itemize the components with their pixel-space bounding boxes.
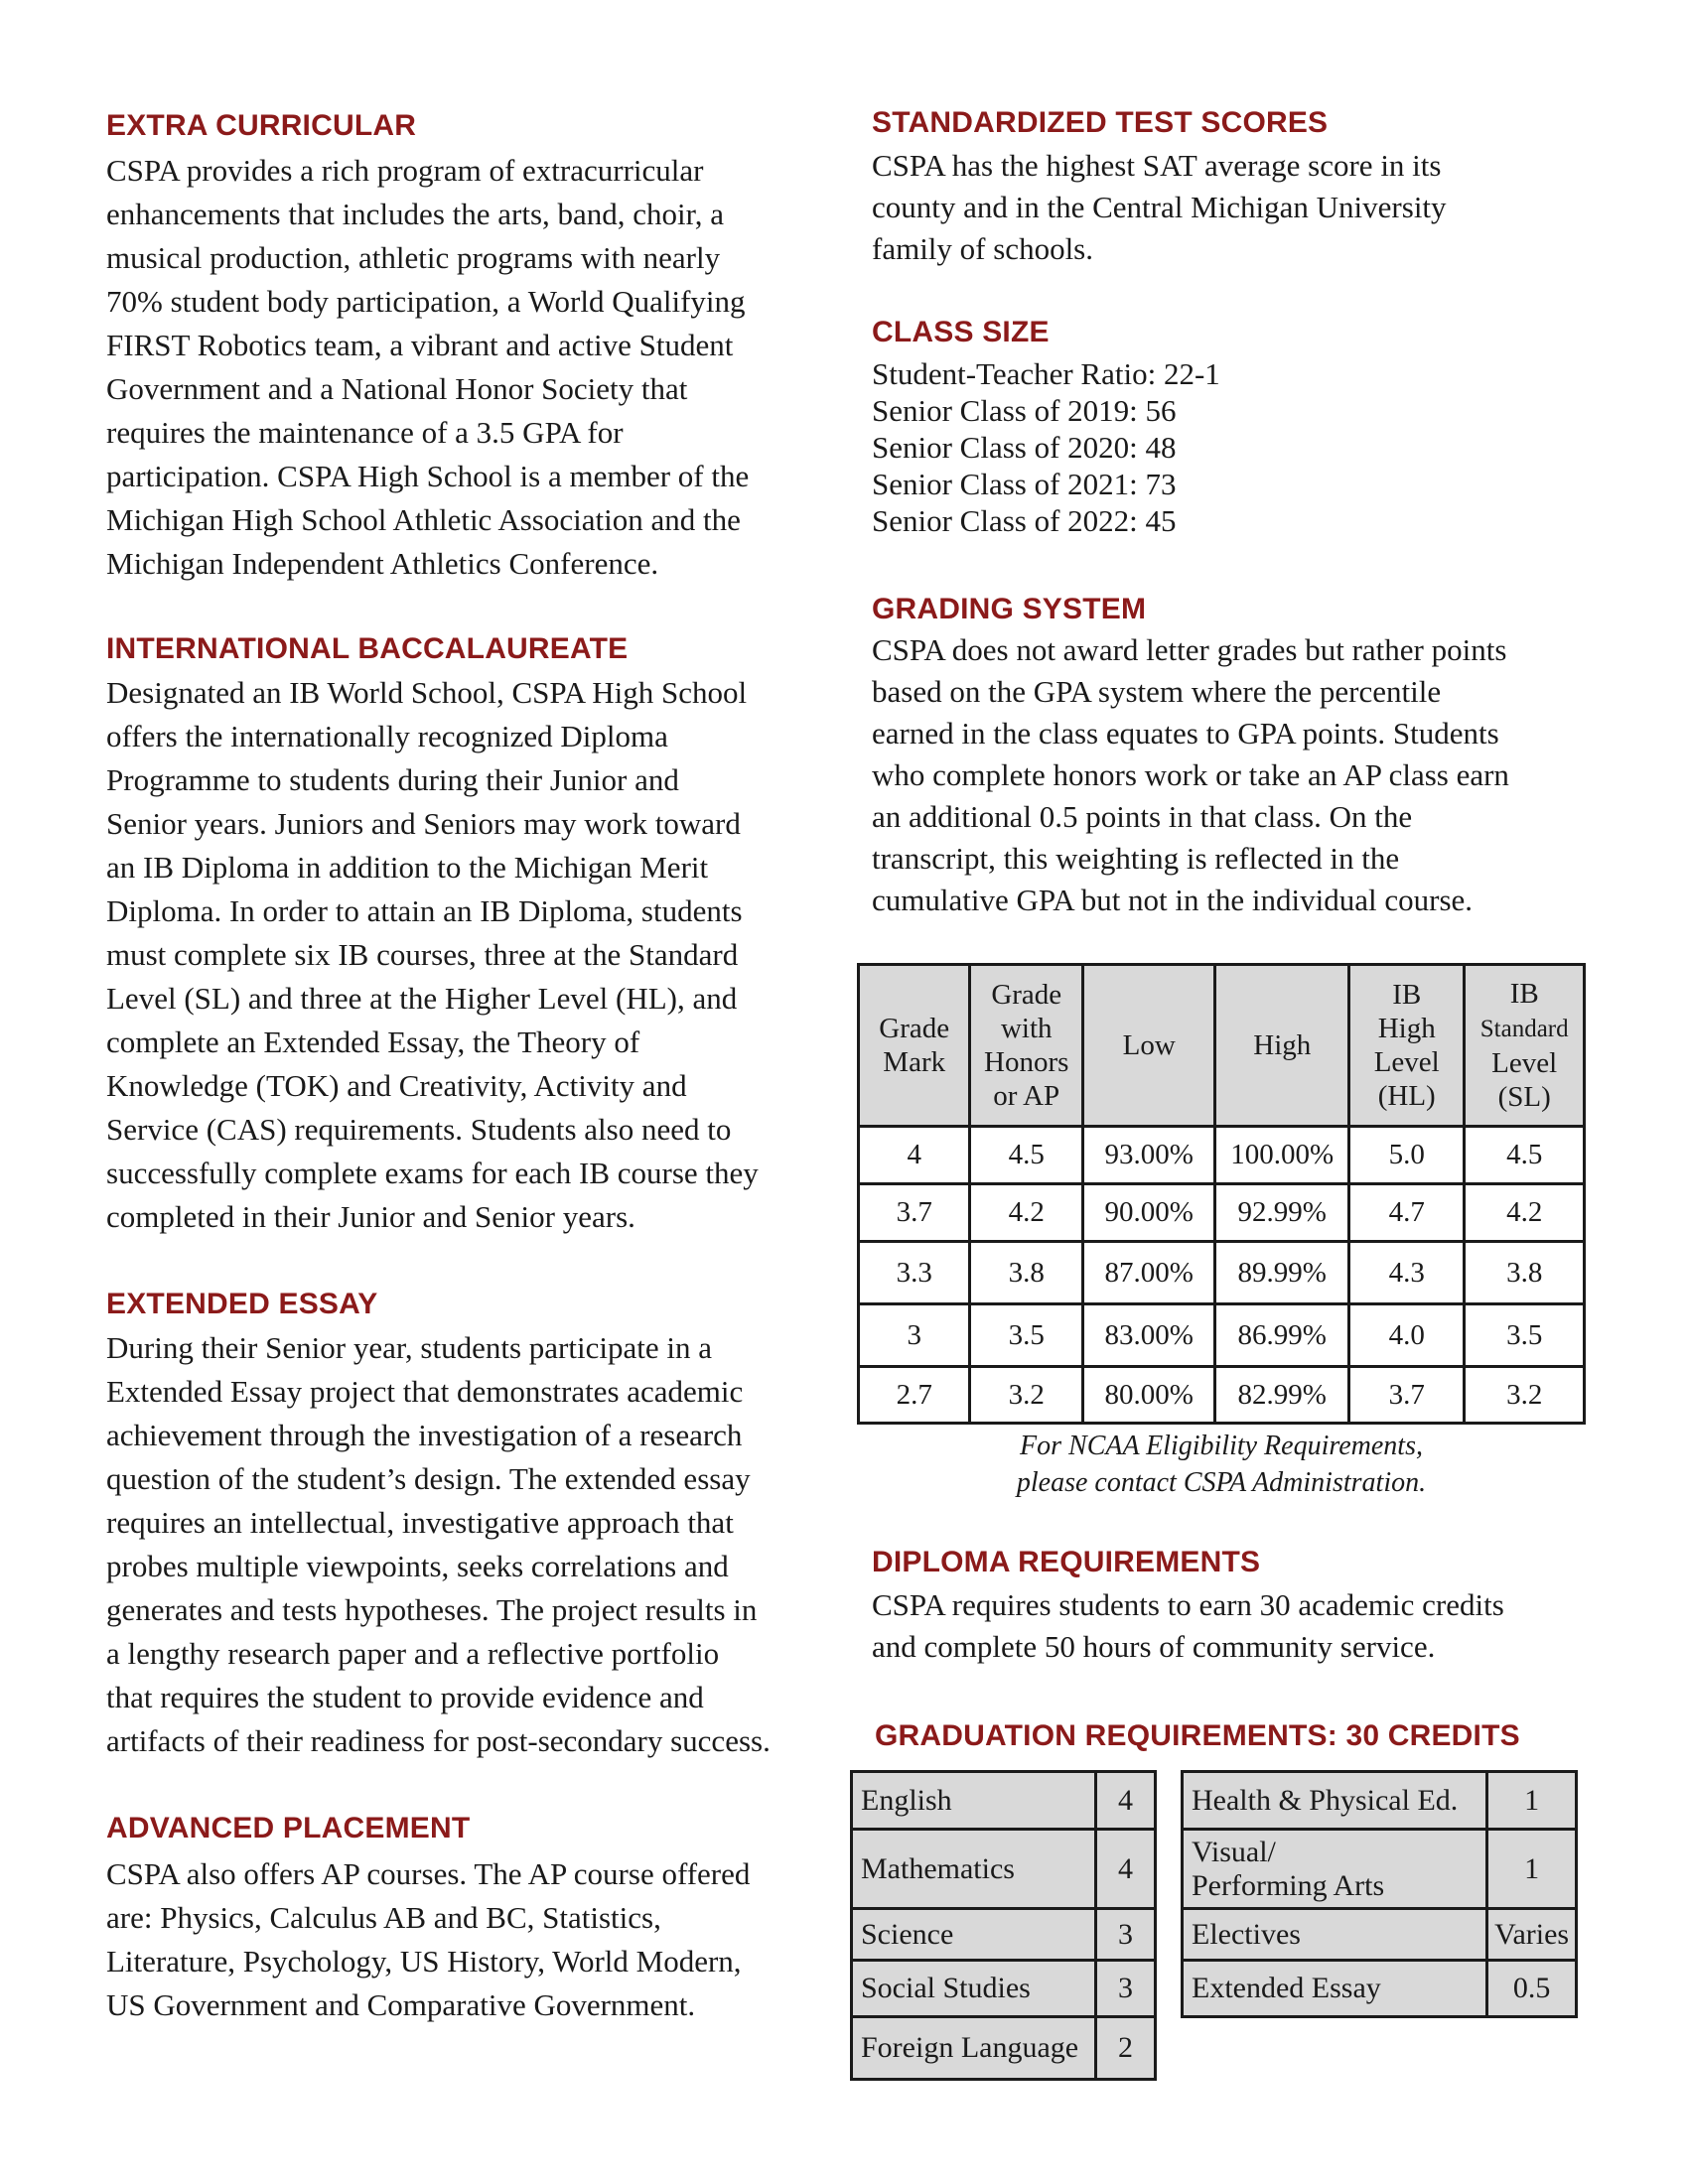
credit-row: [1183, 1961, 1577, 2017]
credit-subject: Mathematics: [852, 1830, 1096, 1909]
text-line: Programme to students during their Junior and: [106, 762, 679, 797]
header-line: Level: [1373, 1046, 1440, 1078]
table-cell: 4.2: [1465, 1184, 1585, 1242]
credit-subject: Social Studies: [852, 1961, 1096, 2017]
credit-value: 1: [1487, 1830, 1577, 1909]
text-line: and complete 50 hours of community service.: [872, 1629, 1436, 1664]
credit-row: [852, 2017, 1156, 2080]
credit-value: Varies: [1487, 1909, 1577, 1961]
table-cell: 87.00%: [1083, 1242, 1215, 1304]
table-cell: 89.99%: [1215, 1242, 1349, 1304]
table-cell: 83.00%: [1083, 1304, 1215, 1367]
header-line: Mark: [883, 1046, 946, 1078]
text-line: county and in the Central Michigan University: [872, 190, 1447, 224]
header-grade-mark: [859, 965, 970, 1127]
table-cell: 5.0: [1349, 1127, 1465, 1184]
header-line: Grade: [879, 1013, 950, 1044]
header-line: IB: [1509, 978, 1539, 1010]
header-line: or AP: [993, 1080, 1060, 1112]
table-cell: 86.99%: [1215, 1304, 1349, 1367]
credit-row: [1183, 1909, 1577, 1961]
essay-heading: EXTENDED ESSAY: [106, 1288, 378, 1320]
table-cell: 3.2: [970, 1367, 1083, 1424]
text-line: transcript, this weighting is reflected in the: [872, 841, 1400, 876]
credit-subject: English: [852, 1772, 1096, 1830]
graduation-credits-table-other: [1181, 1770, 1578, 2018]
text-line: generates and tests hypotheses. The project results in: [106, 1592, 758, 1627]
text-line: cumulative GPA but not in the individual course.: [872, 883, 1474, 917]
text-line: Level (SL) and three at the Higher Level (HL), and: [106, 981, 738, 1016]
grading-table: [857, 963, 1586, 1425]
table-cell: 4.5: [970, 1127, 1083, 1184]
table-cell: 3.7: [859, 1184, 970, 1242]
text-line: CSPA also offers AP courses. The AP course offered: [106, 1856, 751, 1891]
text-line: that requires the student to provide evidence and: [106, 1680, 704, 1714]
table-row: [859, 1242, 1585, 1304]
text-line: must complete six IB courses, three at the Standard: [106, 937, 739, 972]
subject-line: Visual/: [1192, 1835, 1276, 1868]
text-line: 70% student body participation, a World Qualifying: [106, 284, 746, 319]
credit-subject: Health & Physical Ed.: [1183, 1772, 1487, 1830]
table-cell: 4.2: [970, 1184, 1083, 1242]
table-cell: 3.5: [970, 1304, 1083, 1367]
header-line: (HL): [1377, 1080, 1436, 1112]
credit-row: [852, 1830, 1156, 1909]
credit-subject: [1183, 1830, 1487, 1909]
subject-line: Performing Arts: [1192, 1868, 1385, 1902]
text-line: Diploma. In order to attain an IB Diploma, students: [106, 893, 743, 928]
credit-row: [852, 1909, 1156, 1961]
table-cell: 3.5: [1465, 1304, 1585, 1367]
text-line: US Government and Comparative Government.: [106, 1987, 696, 2022]
text-line: family of schools.: [872, 231, 1093, 266]
text-line: Government and a National Honor Society that: [106, 371, 688, 406]
text-line: Knowledge (TOK) and Creativity, Activity and: [106, 1068, 687, 1103]
header-line: Grade: [991, 979, 1062, 1011]
credit-value: 3: [1096, 1961, 1156, 2017]
header-line: IB: [1392, 979, 1422, 1011]
ap-text: [106, 1852, 750, 2027]
class-size-heading: CLASS SIZE: [872, 316, 1050, 348]
credit-row: [852, 1772, 1156, 1830]
text-line: complete an Extended Essay, the Theory of: [106, 1024, 640, 1059]
text-line: enhancements that includes the arts, band, choir, a: [106, 197, 724, 231]
note-line: please contact CSPA Administration.: [1016, 1467, 1427, 1498]
text-line: requires the maintenance of a 3.5 GPA for: [106, 415, 624, 450]
credit-subject: Foreign Language: [852, 2017, 1096, 2080]
table-header-row: [859, 965, 1585, 1127]
grading-heading: GRADING SYSTEM: [872, 593, 1147, 625]
header-line: Low: [1122, 1029, 1176, 1061]
table-cell: 90.00%: [1083, 1184, 1215, 1242]
text-line: question of the student’s design. The extended essay: [106, 1461, 751, 1496]
text-line: successfully complete exams for each IB course they: [106, 1156, 759, 1190]
text-line: CSPA has the highest SAT average score in its: [872, 148, 1442, 183]
text-line: Designated an IB World School, CSPA High School: [106, 675, 748, 710]
header-ib-sl: [1465, 965, 1585, 1127]
text-line: earned in the class equates to GPA points. Students: [872, 716, 1499, 751]
essay-text: [106, 1326, 771, 1763]
credit-value: 2: [1096, 2017, 1156, 2080]
header-honors: [970, 965, 1083, 1127]
table-cell: 93.00%: [1083, 1127, 1215, 1184]
credit-row: [1183, 1830, 1577, 1909]
header-line: with: [1000, 1013, 1053, 1044]
credit-subject: Science: [852, 1909, 1096, 1961]
text-line: During their Senior year, students participate in a: [106, 1330, 712, 1365]
text-line: CSPA does not award letter grades but rather points: [872, 632, 1507, 667]
text-line: Senior Class of 2019: 56: [872, 393, 1177, 428]
credit-value: 1: [1487, 1772, 1577, 1830]
text-line: artifacts of their readiness for post-secondary success.: [106, 1723, 771, 1758]
text-line: based on the GPA system where the percentile: [872, 674, 1442, 709]
table-cell: 82.99%: [1215, 1367, 1349, 1424]
table-cell: 2.7: [859, 1367, 970, 1424]
text-line: CSPA provides a rich program of extracurricular: [106, 153, 704, 188]
class-size-text: [872, 355, 1220, 539]
credit-row: [852, 1961, 1156, 2017]
text-line: offers the internationally recognized Diploma: [106, 719, 668, 753]
table-row: [859, 1367, 1585, 1424]
text-line: an additional 0.5 points in that class. On the: [872, 799, 1413, 834]
header-line: Honors: [984, 1046, 1069, 1078]
credit-value: 3: [1096, 1909, 1156, 1961]
table-cell: 4.0: [1349, 1304, 1465, 1367]
graduation-credits-table-core: [850, 1770, 1157, 2081]
header-ib-hl: [1349, 965, 1465, 1127]
grading-text: [872, 629, 1509, 921]
credit-value: 4: [1096, 1772, 1156, 1830]
text-line: achievement through the investigation of a research: [106, 1418, 743, 1452]
diploma-text: [872, 1584, 1504, 1668]
header-high: [1215, 965, 1349, 1127]
header-low: [1083, 965, 1215, 1127]
table-row: [859, 1184, 1585, 1242]
text-line: Extended Essay project that demonstrates academic: [106, 1374, 744, 1409]
text-line: Michigan High School Athletic Association and the: [106, 502, 741, 537]
text-line: Senior Class of 2020: 48: [872, 430, 1177, 465]
table-row: [859, 1304, 1585, 1367]
table-cell: 80.00%: [1083, 1367, 1215, 1424]
table-cell: 92.99%: [1215, 1184, 1349, 1242]
table-cell: 4.3: [1349, 1242, 1465, 1304]
ib-text: [106, 671, 759, 1239]
header-line: Level: [1491, 1047, 1558, 1079]
text-line: are: Physics, Calculus AB and BC, Statistics,: [106, 1900, 661, 1935]
table-cell: 3: [859, 1304, 970, 1367]
note-line: For NCAA Eligibility Requirements,: [1020, 1431, 1423, 1461]
table-cell: 4.7: [1349, 1184, 1465, 1242]
text-line: participation. CSPA High School is a member of the: [106, 459, 750, 493]
credit-value: 4: [1096, 1830, 1156, 1909]
credit-subject: Extended Essay: [1183, 1961, 1487, 2017]
ncaa-note: [857, 1428, 1586, 1501]
table-cell: 4.5: [1465, 1127, 1585, 1184]
ib-heading: INTERNATIONAL BACCALAUREATE: [106, 632, 629, 665]
credit-subject: Electives: [1183, 1909, 1487, 1961]
extracurricular-heading: EXTRA CURRICULAR: [106, 109, 417, 142]
table-cell: 3.7: [1349, 1367, 1465, 1424]
text-line: Literature, Psychology, US History, World Modern,: [106, 1944, 742, 1979]
text-line: Michigan Independent Athletics Conference.: [106, 546, 659, 581]
header-line: Standard: [1479, 1016, 1569, 1042]
text-line: Senior Class of 2021: 73: [872, 467, 1177, 501]
text-line: musical production, athletic programs with nearly: [106, 240, 721, 275]
table-row: [859, 1127, 1585, 1184]
text-line: Student-Teacher Ratio: 22-1: [872, 356, 1220, 391]
text-line: Service (CAS) requirements. Students also need to: [106, 1112, 732, 1147]
text-line: probes multiple viewpoints, seeks correlations and: [106, 1549, 729, 1583]
text-line: requires an intellectual, investigative approach that: [106, 1505, 734, 1540]
table-cell: 100.00%: [1215, 1127, 1349, 1184]
credit-value: 0.5: [1487, 1961, 1577, 2017]
graduation-heading: GRADUATION REQUIREMENTS: 30 CREDITS: [875, 1719, 1520, 1752]
diploma-heading: DIPLOMA REQUIREMENTS: [872, 1546, 1261, 1578]
text-line: an IB Diploma in addition to the Michigan Merit: [106, 850, 709, 885]
table-cell: 3.8: [1465, 1242, 1585, 1304]
text-line: Senior years. Juniors and Seniors may work toward: [106, 806, 741, 841]
text-line: who complete honors work or take an AP class earn: [872, 757, 1509, 792]
table-cell: 4: [859, 1127, 970, 1184]
table-cell: 3.2: [1465, 1367, 1585, 1424]
extracurricular-text: [106, 149, 749, 586]
text-line: completed in their Junior and Senior years.: [106, 1199, 635, 1234]
text-line: Senior Class of 2022: 45: [872, 503, 1177, 538]
credit-row: [1183, 1772, 1577, 1830]
text-line: a lengthy research paper and a reflective portfolio: [106, 1636, 720, 1671]
header-line: High: [1253, 1029, 1312, 1061]
sat-heading: STANDARDIZED TEST SCORES: [872, 106, 1329, 139]
text-line: FIRST Robotics team, a vibrant and active Student: [106, 328, 734, 362]
text-line: CSPA requires students to earn 30 academic credits: [872, 1587, 1504, 1622]
sat-text: [872, 145, 1447, 270]
header-line: (SL): [1497, 1081, 1551, 1113]
ap-heading: ADVANCED PLACEMENT: [106, 1812, 471, 1844]
table-cell: 3.8: [970, 1242, 1083, 1304]
header-line: High: [1377, 1013, 1436, 1044]
table-cell: 3.3: [859, 1242, 970, 1304]
